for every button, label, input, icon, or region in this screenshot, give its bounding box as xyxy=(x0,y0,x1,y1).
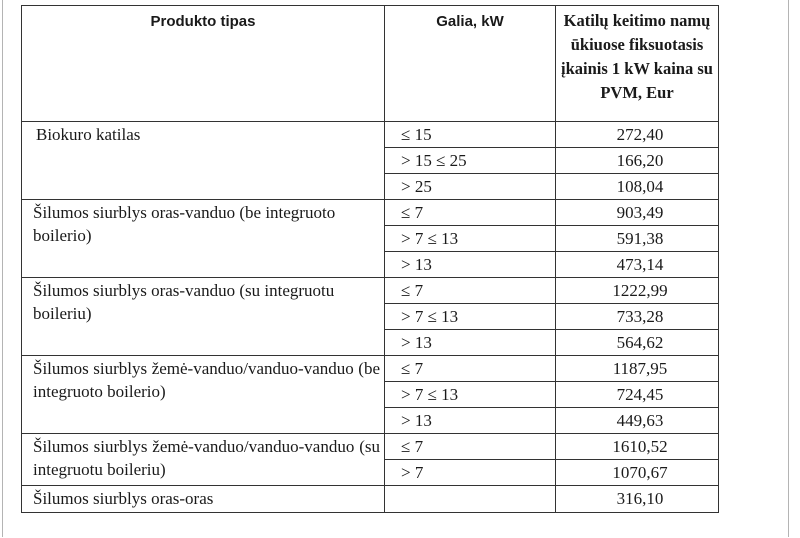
header-row xyxy=(22,6,719,122)
price-cell: 591,38 xyxy=(556,226,719,252)
power-cell: ≤ 7 xyxy=(385,434,556,460)
price-cell: 733,28 xyxy=(556,304,719,330)
power-cell: > 13 xyxy=(385,408,556,434)
power-cell: > 7 ≤ 13 xyxy=(385,304,556,330)
price-cell: 564,62 xyxy=(556,330,719,356)
header-product-type: Produkto tipas xyxy=(22,6,385,122)
price-cell: 166,20 xyxy=(556,148,719,174)
power-cell: > 13 xyxy=(385,252,556,278)
table-row xyxy=(22,356,719,382)
power-cell: > 15 ≤ 25 xyxy=(385,148,556,174)
price-cell: 724,45 xyxy=(556,382,719,408)
price-cell: 449,63 xyxy=(556,408,719,434)
power-cell: ≤ 15 xyxy=(385,122,556,148)
price-table xyxy=(21,5,719,513)
price-cell: 1222,99 xyxy=(556,278,719,304)
power-cell: ≤ 7 xyxy=(385,200,556,226)
product-cell: Šilumos siurblys oras-vanduo (be integruoto boilerio) xyxy=(22,200,385,278)
power-cell: > 25 xyxy=(385,174,556,200)
power-cell: > 7 ≤ 13 xyxy=(385,226,556,252)
power-cell: ≤ 7 xyxy=(385,356,556,382)
table-row xyxy=(22,278,719,304)
header-power: Galia, kW xyxy=(385,6,556,122)
price-cell: 316,10 xyxy=(556,486,719,513)
power-cell: > 7 xyxy=(385,460,556,486)
product-cell: Biokuro katilas xyxy=(22,122,385,200)
table-row xyxy=(22,122,719,148)
price-cell: 108,04 xyxy=(556,174,719,200)
product-cell: Šilumos siurblys oras-oras xyxy=(22,486,385,513)
price-cell: 1610,52 xyxy=(556,434,719,460)
price-cell: 473,14 xyxy=(556,252,719,278)
table-row xyxy=(22,200,719,226)
product-cell: Šilumos siurblys žemė-vanduo/vanduo-vanduo (be integruoto boilerio) xyxy=(22,356,385,434)
power-cell xyxy=(385,486,556,513)
product-cell: Šilumos siurblys oras-vanduo (su integruotu boileriu) xyxy=(22,278,385,356)
price-cell: 272,40 xyxy=(556,122,719,148)
price-cell: 903,49 xyxy=(556,200,719,226)
price-cell: 1070,67 xyxy=(556,460,719,486)
table-row xyxy=(22,434,719,460)
power-cell: ≤ 7 xyxy=(385,278,556,304)
price-cell: 1187,95 xyxy=(556,356,719,382)
table-row xyxy=(22,486,719,513)
header-price: Katilų keitimo namų ūkiuose fiksuotasis įkainis 1 kW kaina su PVM, Eur xyxy=(556,6,719,122)
product-cell: Šilumos siurblys žemė-vanduo/vanduo-vanduo (su integruotu boileriu) xyxy=(22,434,385,486)
power-cell: > 13 xyxy=(385,330,556,356)
power-cell: > 7 ≤ 13 xyxy=(385,382,556,408)
